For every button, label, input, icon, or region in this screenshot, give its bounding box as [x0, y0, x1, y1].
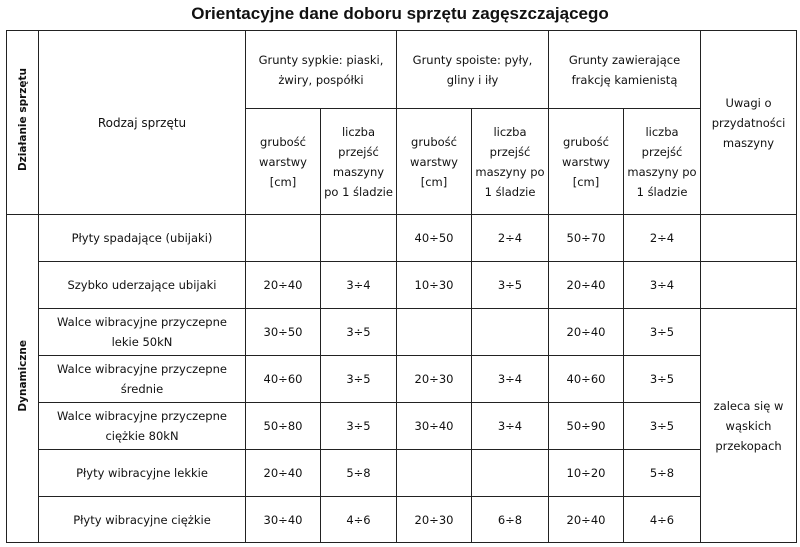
table-row [7, 262, 797, 309]
value-cell: 20÷40 [549, 262, 624, 309]
table-row [7, 497, 797, 543]
value-cell: 20÷30 [397, 497, 472, 543]
table-row [7, 309, 797, 356]
value-cell: 50÷70 [549, 215, 624, 262]
value-cell: 40÷50 [397, 215, 472, 262]
value-cell: 40÷60 [549, 356, 624, 403]
value-cell [397, 309, 472, 356]
equipment-name: Walce wibracyjne przyczepne lekie 50kN [39, 309, 246, 356]
value-cell: 4÷6 [624, 497, 701, 543]
value-cell [472, 450, 549, 497]
value-cell [472, 309, 549, 356]
value-cell [321, 215, 397, 262]
value-cell: 2÷4 [624, 215, 701, 262]
value-cell: 20÷30 [397, 356, 472, 403]
page-title: Orientacyjne dane doboru sprzętu zagęszczającego [191, 4, 609, 23]
value-cell: 20÷40 [549, 309, 624, 356]
subheader-passes: liczba przejść maszyny po 1 śladzie [321, 109, 397, 215]
value-cell: 10÷30 [397, 262, 472, 309]
header-action-cell [7, 31, 39, 215]
equipment-name: Płyty wibracyjne lekkie [39, 450, 246, 497]
header-group-cohesive: Grunty spoiste: pyły, gliny i iły [397, 31, 549, 109]
value-cell: 50÷80 [246, 403, 321, 450]
value-cell: 20÷40 [549, 497, 624, 543]
value-cell: 50÷90 [549, 403, 624, 450]
value-cell: 3÷5 [624, 356, 701, 403]
value-cell: 3÷4 [624, 262, 701, 309]
table-row [7, 356, 797, 403]
subheader-passes: liczba przejść maszyny po 1 śladzie [624, 109, 701, 215]
equipment-name: Płyty wibracyjne ciężkie [39, 497, 246, 543]
group-label: Dynamiczne [16, 339, 29, 412]
table-row [7, 215, 797, 262]
table-row [7, 450, 797, 497]
value-cell: 30÷40 [397, 403, 472, 450]
value-cell: 2÷4 [472, 215, 549, 262]
subheader-passes: liczba przejść maszyny po 1 śladzie [472, 109, 549, 215]
value-cell: 30÷50 [246, 309, 321, 356]
equipment-name: Płyty spadające (ubijaki) [39, 215, 246, 262]
equipment-name: Walce wibracyjne przyczepne ciężkie 80kN [39, 403, 246, 450]
header-equipment-type: Rodzaj sprzętu [39, 31, 246, 215]
value-cell: 3÷5 [321, 356, 397, 403]
value-cell: 20÷40 [246, 262, 321, 309]
subheader-thickness: grubość warstwy [cm] [397, 109, 472, 215]
subheader-thickness: grubość warstwy [cm] [549, 109, 624, 215]
subheader-thickness: grubość warstwy [cm] [246, 109, 321, 215]
value-cell: 3÷5 [321, 309, 397, 356]
header-remarks: Uwagi o przydatności maszyny [701, 31, 797, 215]
value-cell: 40÷60 [246, 356, 321, 403]
value-cell: 4÷6 [321, 497, 397, 543]
equipment-name: Szybko uderzające ubijaki [39, 262, 246, 309]
value-cell: 5÷8 [321, 450, 397, 497]
remarks-cell: zaleca się w wąskich przekopach [701, 309, 797, 543]
value-cell: 3÷4 [472, 403, 549, 450]
value-cell [246, 215, 321, 262]
table-row [7, 403, 797, 450]
value-cell: 10÷20 [549, 450, 624, 497]
value-cell: 3÷5 [624, 309, 701, 356]
value-cell: 3÷4 [321, 262, 397, 309]
header-action: Działanie sprzętu [16, 67, 29, 172]
remarks-cell-top [701, 262, 797, 309]
equipment-table [6, 30, 797, 543]
header-group-stony: Grunty zawierające frakcję kamienistą [549, 31, 701, 109]
value-cell: 20÷40 [246, 450, 321, 497]
value-cell: 3÷5 [624, 403, 701, 450]
header-group-granular: Grunty sypkie: piaski, żwiry, pospółki [246, 31, 397, 109]
value-cell: 3÷5 [472, 262, 549, 309]
value-cell: 3÷5 [321, 403, 397, 450]
equipment-name: Walce wibracyjne przyczepne średnie [39, 356, 246, 403]
value-cell: 5÷8 [624, 450, 701, 497]
group-label-cell [7, 215, 39, 543]
remarks-cell-top [701, 215, 797, 262]
value-cell: 3÷4 [472, 356, 549, 403]
value-cell: 30÷40 [246, 497, 321, 543]
value-cell: 6÷8 [472, 497, 549, 543]
value-cell [397, 450, 472, 497]
